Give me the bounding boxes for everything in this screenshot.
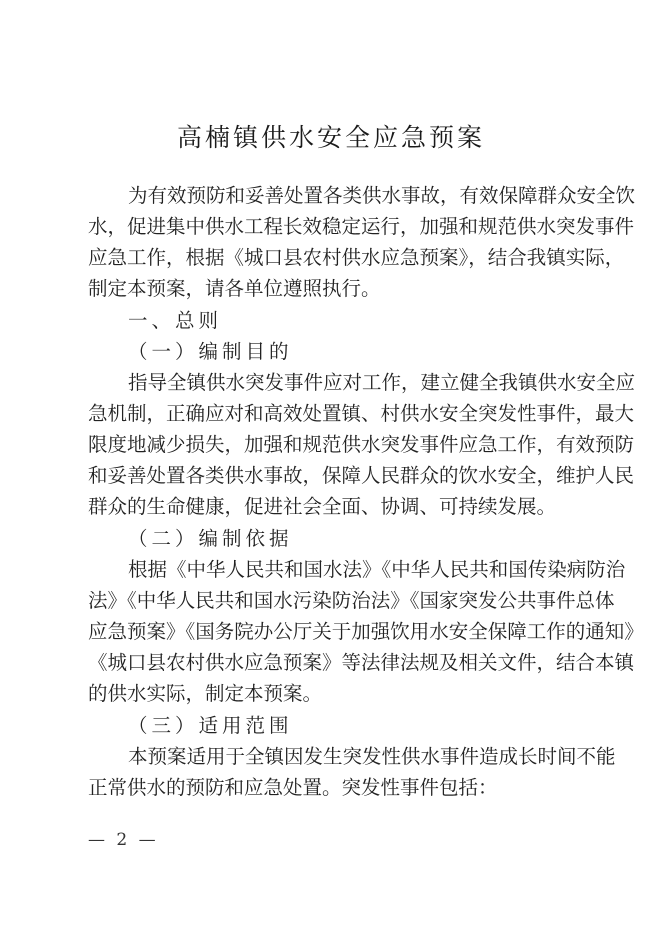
subsection-heading: （二）编制依据 [128,527,293,550]
subsection-heading: （三）适用范围 [128,714,293,737]
paragraph-line: 群众的生命健康，促进社会全面、协调、可持续发展。 [88,495,557,518]
paragraph-line: 《城口县农村供水应急预案》等法律法规及相关文件，结合本镇 [88,651,635,674]
paragraph-line: 本预案适用于全镇因发生突发性供水事件造成长时间不能 [128,745,616,768]
paragraph-line: 正常供水的预防和应急处置。突发性事件包括： [88,776,498,799]
paragraph-line: 应急工作，根据《城口县农村供水应急预案》，结合我镇实际， [88,246,625,269]
page-number: — 2 — [88,830,159,850]
paragraph-line: 和妥善处置各类供水事故，保障人民群众的饮水安全，维护人民 [88,464,635,487]
paragraph-line: 制定本预案，请各单位遵照执行。 [88,277,381,300]
subsection-heading: （一）编制目的 [128,340,293,363]
paragraph-line: 应急预案》《国务院办公厅关于加强饮用水安全保障工作的通知》 [88,620,644,643]
paragraph-line: 急机制，正确应对和高效处置镇、村供水安全突发性事件，最大 [88,402,635,425]
paragraph-line: 限度地减少损失，加强和规范供水突发事件应急工作，有效预防 [88,433,635,456]
document-title: 高楠镇供水安全应急预案 [176,123,485,152]
paragraph-line: 为有效预防和妥善处置各类供水事故，有效保障群众安全饮 [128,184,636,207]
paragraph-line: 的供水实际，制定本预案。 [88,682,323,705]
paragraph-line: 根据《中华人民共和国水法》《中华人民共和国传染病防治 [128,558,626,581]
paragraph-line: 水，促进集中供水工程长效稳定运行，加强和规范供水突发事件 [88,215,635,238]
paragraph-line: 法》《中华人民共和国水污染防治法》《国家突发公共事件总体 [88,589,615,612]
paragraph-line: 指导全镇供水突发事件应对工作，建立健全我镇供水安全应 [128,371,636,394]
section-heading: 一、总则 [128,309,223,332]
